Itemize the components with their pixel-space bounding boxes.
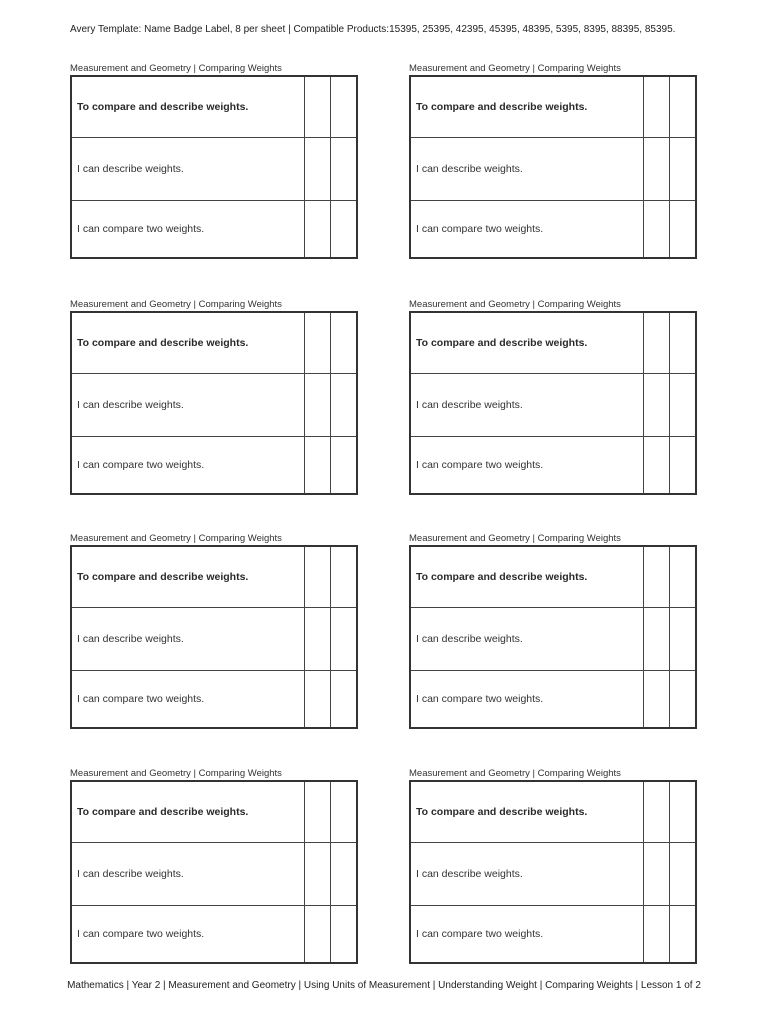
table-row [71, 843, 357, 906]
label-heading: Measurement and Geometry | Comparing Weights [70, 63, 282, 74]
check-box [331, 201, 358, 259]
check-box [305, 608, 331, 671]
check-box [670, 781, 697, 843]
check-box [644, 374, 670, 437]
check-box [305, 437, 331, 495]
label-card-3 [70, 298, 358, 471]
label-card-6 [409, 532, 697, 705]
success-criterion: I can describe weights. [410, 843, 644, 906]
objectives-table [70, 75, 358, 259]
check-box [670, 671, 697, 729]
success-criterion: I can describe weights. [71, 608, 305, 671]
check-box [670, 374, 697, 437]
page-header: Avery Template: Name Badge Label, 8 per sheet | Compatible Products:15395, 25395, 42395, 45395, 48395, 5395, 8395, 88395, 85395. [70, 24, 676, 35]
table-row [71, 781, 357, 843]
success-criterion: I can describe weights. [410, 374, 644, 437]
label-card-2 [409, 62, 697, 235]
objectives-table [409, 75, 697, 259]
check-box [670, 138, 697, 201]
table-row [71, 76, 357, 138]
label-card-5 [70, 532, 358, 705]
label-card-4 [409, 298, 697, 471]
table-row [410, 437, 696, 495]
check-box [644, 671, 670, 729]
table-row [71, 374, 357, 437]
table-row [71, 608, 357, 671]
table-row [71, 201, 357, 259]
page-footer: Mathematics | Year 2 | Measurement and Geometry | Using Units of Measurement | Understanding Weight | Comparing Weights | Lesson 1 of 2 [67, 980, 701, 991]
check-box [331, 76, 358, 138]
objective-statement: To compare and describe weights. [410, 76, 644, 138]
table-row [410, 201, 696, 259]
label-card-8 [409, 767, 697, 940]
success-criterion: I can compare two weights. [71, 201, 305, 259]
table-row [71, 546, 357, 608]
check-box [305, 906, 331, 964]
table-row [410, 374, 696, 437]
check-box [331, 374, 358, 437]
table-row [71, 312, 357, 374]
check-box [670, 843, 697, 906]
check-box [670, 437, 697, 495]
label-heading: Measurement and Geometry | Comparing Weights [409, 533, 621, 544]
objective-statement: To compare and describe weights. [71, 312, 305, 374]
label-card-7 [70, 767, 358, 940]
success-criterion: I can compare two weights. [71, 437, 305, 495]
label-card-1 [70, 62, 358, 235]
table-row [410, 76, 696, 138]
success-criterion: I can compare two weights. [410, 671, 644, 729]
table-row [410, 671, 696, 729]
objectives-table [70, 780, 358, 964]
success-criterion: I can describe weights. [71, 374, 305, 437]
check-box [331, 781, 358, 843]
label-heading: Measurement and Geometry | Comparing Weights [409, 63, 621, 74]
table-row [410, 546, 696, 608]
check-box [305, 76, 331, 138]
objectives-table [409, 311, 697, 495]
check-box [644, 546, 670, 608]
table-row [71, 671, 357, 729]
check-box [305, 201, 331, 259]
success-criterion: I can compare two weights. [71, 906, 305, 964]
success-criterion: I can describe weights. [410, 138, 644, 201]
objective-statement: To compare and describe weights. [410, 546, 644, 608]
check-box [331, 312, 358, 374]
check-box [305, 546, 331, 608]
check-box [644, 906, 670, 964]
label-heading: Measurement and Geometry | Comparing Weights [409, 299, 621, 310]
success-criterion: I can describe weights. [71, 138, 305, 201]
success-criterion: I can describe weights. [71, 843, 305, 906]
success-criterion: I can describe weights. [410, 608, 644, 671]
check-box [670, 906, 697, 964]
objective-statement: To compare and describe weights. [71, 76, 305, 138]
check-box [670, 201, 697, 259]
table-row [410, 138, 696, 201]
table-row [410, 906, 696, 964]
check-box [305, 843, 331, 906]
check-box [670, 76, 697, 138]
check-box [305, 374, 331, 437]
table-row [71, 138, 357, 201]
check-box [305, 138, 331, 201]
table-row [410, 312, 696, 374]
check-box [331, 906, 358, 964]
objectives-table [409, 780, 697, 964]
check-box [331, 546, 358, 608]
table-row [71, 906, 357, 964]
label-heading: Measurement and Geometry | Comparing Weights [70, 299, 282, 310]
objectives-table [70, 311, 358, 495]
objective-statement: To compare and describe weights. [410, 781, 644, 843]
check-box [644, 843, 670, 906]
objective-statement: To compare and describe weights. [410, 312, 644, 374]
table-row [410, 843, 696, 906]
success-criterion: I can compare two weights. [410, 437, 644, 495]
check-box [644, 608, 670, 671]
check-box [331, 671, 358, 729]
check-box [670, 312, 697, 374]
check-box [331, 608, 358, 671]
success-criterion: I can compare two weights. [410, 906, 644, 964]
objective-statement: To compare and describe weights. [71, 546, 305, 608]
table-row [71, 437, 357, 495]
table-row [410, 781, 696, 843]
check-box [305, 671, 331, 729]
check-box [644, 781, 670, 843]
table-row [410, 608, 696, 671]
check-box [644, 138, 670, 201]
objectives-table [70, 545, 358, 729]
check-box [644, 312, 670, 374]
label-heading: Measurement and Geometry | Comparing Weights [70, 768, 282, 779]
check-box [331, 138, 358, 201]
check-box [670, 608, 697, 671]
success-criterion: I can compare two weights. [71, 671, 305, 729]
success-criterion: I can compare two weights. [410, 201, 644, 259]
check-box [644, 76, 670, 138]
check-box [670, 546, 697, 608]
label-heading: Measurement and Geometry | Comparing Weights [70, 533, 282, 544]
objective-statement: To compare and describe weights. [71, 781, 305, 843]
check-box [305, 781, 331, 843]
check-box [331, 843, 358, 906]
check-box [305, 312, 331, 374]
label-heading: Measurement and Geometry | Comparing Weights [409, 768, 621, 779]
objectives-table [409, 545, 697, 729]
check-box [331, 437, 358, 495]
check-box [644, 201, 670, 259]
check-box [644, 437, 670, 495]
